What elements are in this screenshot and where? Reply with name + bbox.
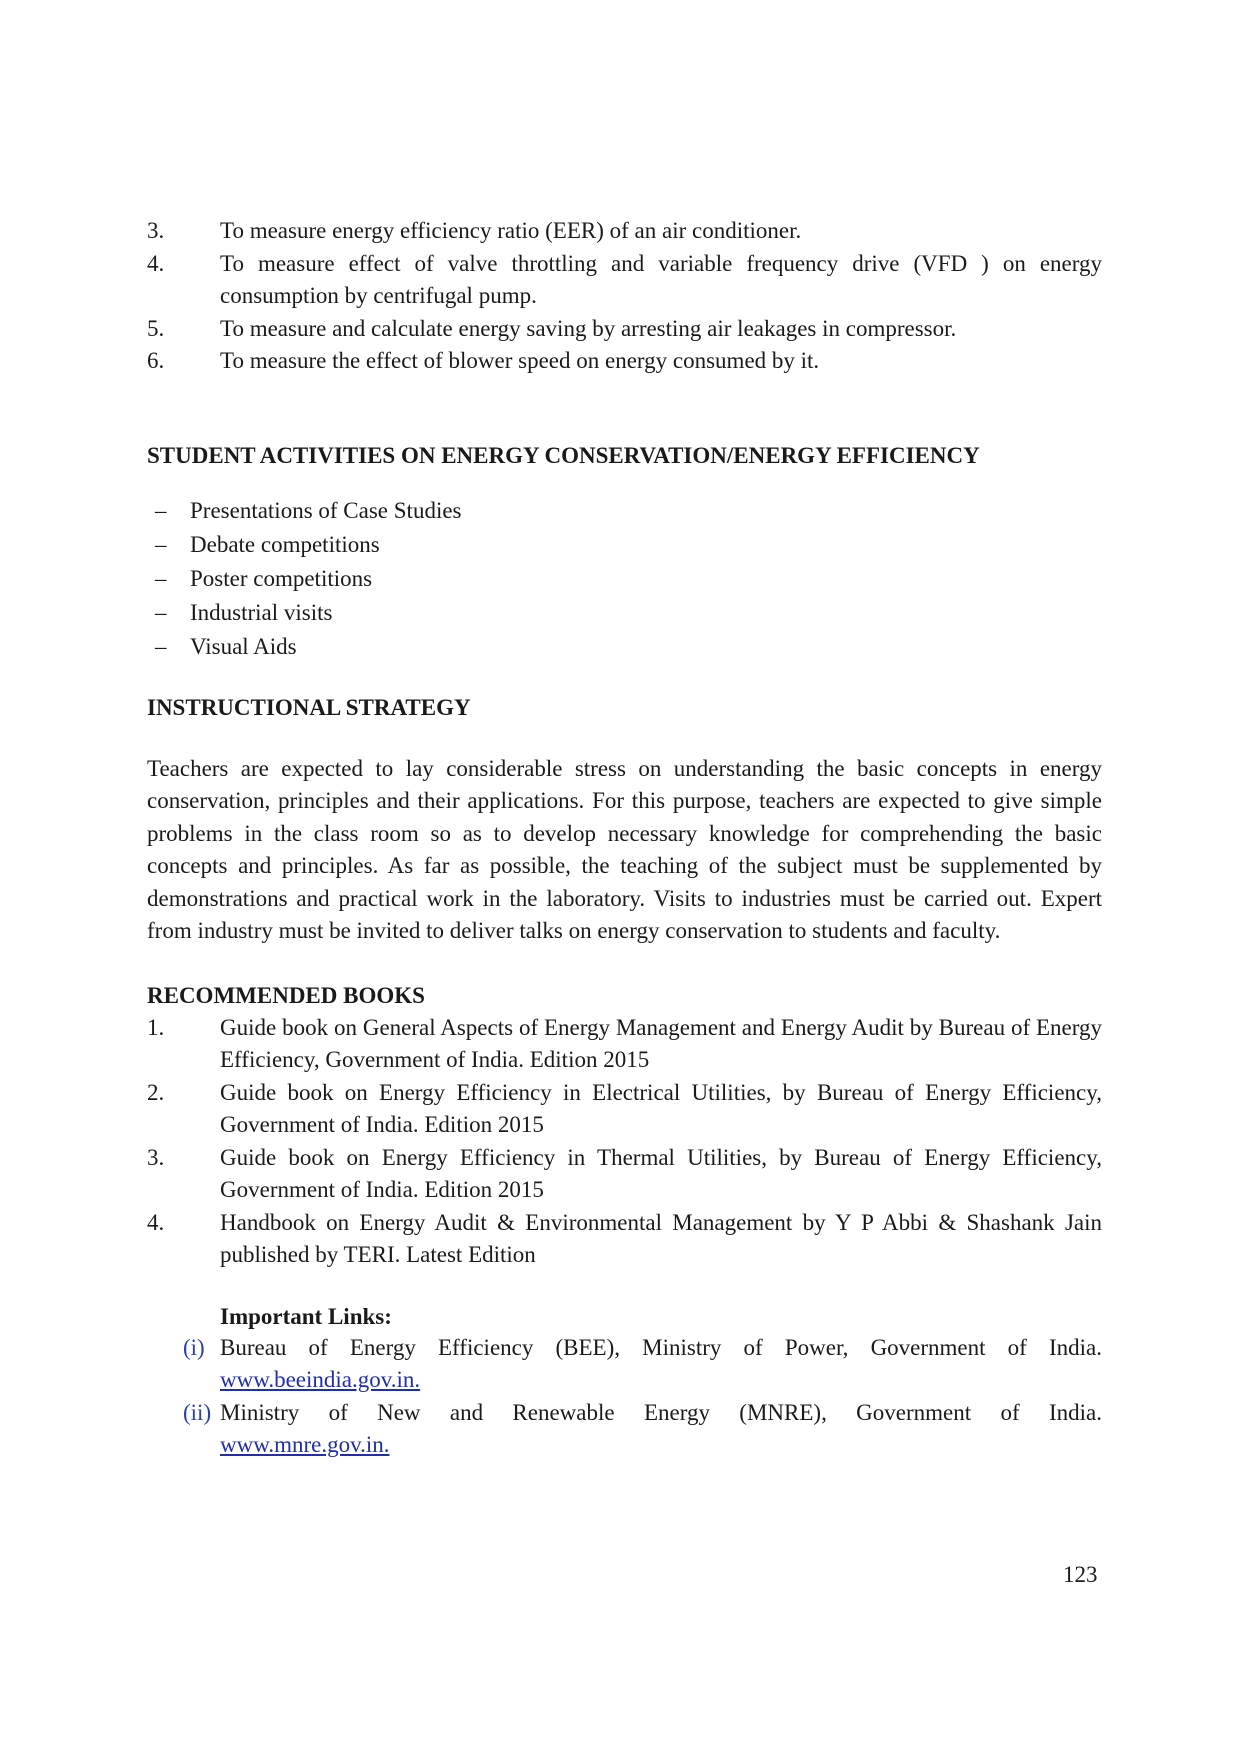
item-text: Guide book on Energy Efficiency in Electrical Utilities, by Bureau of Energy Efficiency, Government of India. Edition 2015: [220, 1079, 1102, 1137]
item-text: Bureau of Energy Efficiency (BEE), Ministry of Power, Government of India.: [220, 1334, 1102, 1360]
list-item: [147, 1012, 1102, 1077]
important-links-heading: Important Links:: [220, 1303, 392, 1329]
recommended-books-heading: RECOMMENDED BOOKS: [147, 982, 425, 1008]
item-number: (i): [183, 1334, 205, 1360]
list-item: [147, 1397, 1102, 1462]
item-text: To measure and calculate energy saving by arresting air leakages in compressor.: [220, 315, 957, 341]
recommended-books-list: [147, 1012, 1102, 1272]
item-text: Guide book on Energy Efficiency in Thermal Utilities, by Bureau of Energy Efficiency, Government of India. Edition 2015: [220, 1144, 1102, 1202]
item-text: Industrial visits: [190, 599, 333, 625]
item-number: 2.: [147, 1079, 165, 1105]
item-text: Poster competitions: [190, 565, 373, 591]
dash-bullet: –: [155, 633, 167, 659]
list-item: [147, 630, 1102, 664]
list-item: [147, 1207, 1102, 1272]
item-number: (ii): [183, 1399, 212, 1425]
beeindia-link[interactable]: www.beeindia.gov.in.: [220, 1367, 421, 1392]
list-item: [147, 1077, 1102, 1142]
item-text: To measure effect of valve throttling and variable frequency drive (VFD ) on energy consumption by centrifugal pump.: [220, 250, 1102, 308]
dash-bullet: –: [155, 497, 167, 523]
document-page: [147, 215, 1102, 1462]
student-activities-heading: STUDENT ACTIVITIES ON ENERGY CONSERVATION/ENERGY EFFICIENCY: [147, 442, 980, 468]
list-item: [147, 313, 1102, 346]
dash-bullet: –: [155, 599, 167, 625]
item-text: Guide book on General Aspects of Energy Management and Energy Audit by Bureau of Energy Efficiency, Government of India. Edition 2015: [220, 1014, 1102, 1072]
list-item: [147, 562, 1102, 596]
mnre-link[interactable]: www.mnre.gov.in.: [220, 1432, 390, 1457]
list-item: [147, 528, 1102, 562]
page-number: 123: [1063, 1562, 1098, 1587]
dash-bullet: –: [155, 565, 167, 591]
item-text: Presentations of Case Studies: [190, 497, 462, 523]
item-number: 4.: [147, 1209, 165, 1235]
student-activities-list: [147, 494, 1102, 664]
list-item: [147, 345, 1102, 378]
list-item: [147, 215, 1102, 248]
list-item: [147, 1142, 1102, 1207]
list-item: [147, 596, 1102, 630]
list-item: [147, 248, 1102, 313]
list-item: [147, 494, 1102, 528]
item-number: 1.: [147, 1014, 165, 1040]
dash-bullet: –: [155, 531, 167, 557]
item-number: 4.: [147, 250, 165, 276]
item-text: Debate competitions: [190, 531, 380, 557]
instructional-strategy-paragraph: Teachers are expected to lay considerable stress on understanding the basic concepts in energy conservation, principles and their applications. For this purpose, teachers are expected to give simple problems in the class room so as to develop necessary knowledge for comprehending the basic concepts and principles. As far as possible, the teaching of the subject must be supplemented by demonstrations and practical work in the laboratory. Visits to industries must be carried out. Expert from industry must be invited to deliver talks on energy conservation to students and faculty.: [147, 755, 1102, 943]
important-links-list: [147, 1332, 1102, 1462]
item-text: Ministry of New and Renewable Energy (MNRE), Government of India.: [220, 1399, 1102, 1425]
item-number: 6.: [147, 348, 165, 373]
instructional-strategy-heading: INSTRUCTIONAL STRATEGY: [147, 694, 471, 720]
experiments-list: [147, 215, 1102, 378]
item-number: 3.: [147, 1144, 165, 1170]
item-text: To measure energy efficiency ratio (EER) of an air conditioner.: [220, 218, 802, 243]
item-text: Visual Aids: [190, 633, 297, 659]
item-number: 3.: [147, 218, 165, 243]
item-number: 5.: [147, 315, 165, 341]
item-text: Handbook on Energy Audit & Environmental Management by Y P Abbi & Shashank Jain published by TERI. Latest Edition: [220, 1209, 1102, 1267]
item-text: To measure the effect of blower speed on energy consumed by it.: [220, 348, 820, 373]
list-item: [147, 1332, 1102, 1397]
